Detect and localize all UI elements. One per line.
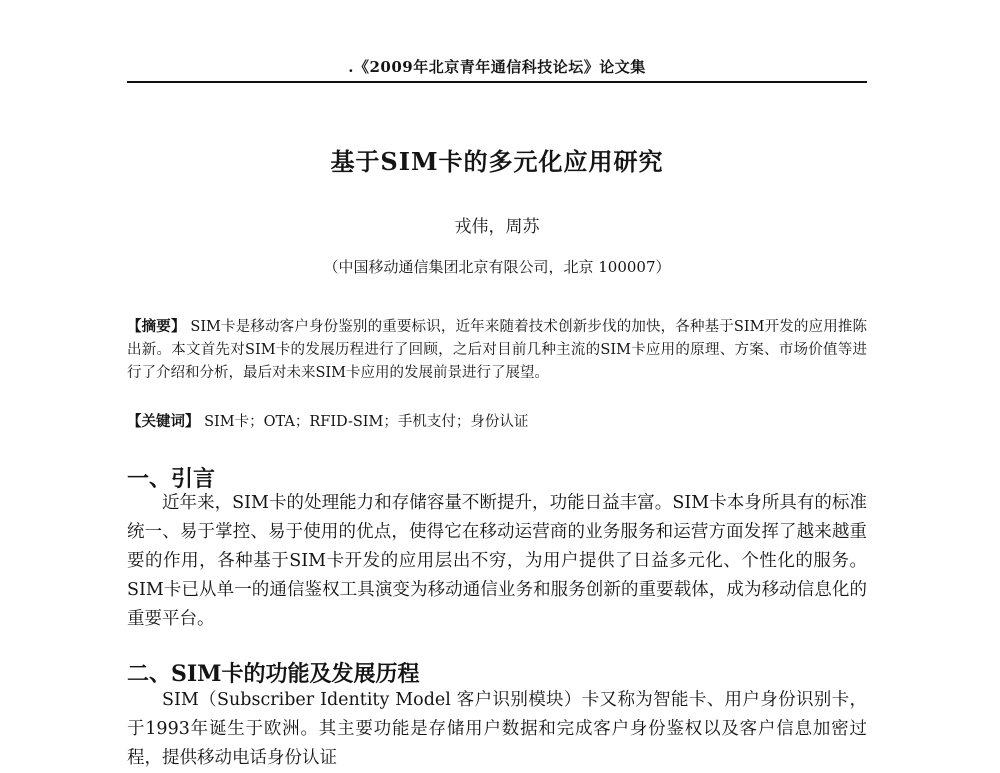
header-rule xyxy=(127,81,867,83)
keywords xyxy=(127,410,867,434)
section-heading-intro: 一、引言 xyxy=(127,466,216,492)
keywords-label: 【关键词】 xyxy=(127,413,200,430)
abstract xyxy=(127,315,867,385)
section-body-sim: SIM（Subscriber Identity Model 客户识别模块）卡又称为智能卡、用户身份识别卡，于1993年诞生于欧洲。其主要功能是存储用户数据和完成客户身份鉴权以及客户信息加密过程，提供移动电话身份认证 xyxy=(127,690,867,768)
abstract-text: SIM卡是移动客户身份鉴别的重要标识，近年来随着技术创新步伐的加快，各种基于SIM开发的应用推陈出新。本文首先对SIM卡的发展历程进行了回顾，之后对目前几种主流的SIM卡应用的原理、方案、市场价值等进行了介绍和分析，最后对未来SIM卡应用的发展前景进行了展望。 xyxy=(127,319,868,381)
paper-authors: 戎伟，周苏 xyxy=(454,217,540,237)
abstract-label: 【摘要】 xyxy=(127,318,186,335)
paper-affiliation: （中国移动通信集团北京有限公司，北京 100007） xyxy=(323,258,671,276)
paper-title: 基于SIM卡的多元化应用研究 xyxy=(330,147,664,176)
keywords-text: SIM卡；OTA；RFID-SIM；手机支付；身份认证 xyxy=(204,414,529,430)
running-header: .《2009年北京青年通信科技论坛》论文集 xyxy=(348,58,646,76)
section-body-intro: 近年来，SIM卡的处理能力和存储容量不断提升，功能日益丰富。SIM卡本身所具有的标准统一、易于掌控、易于使用的优点，使得它在移动运营商的业务服务和运营方面发挥了越来越重要的作用，各种基于SIM卡开发的应用层出不穷，为用户提供了日益多元化、个性化的服务。SIM卡已从单一的通信鉴权工具演变为移动通信业务和服务创新的重要载体，成为移动信息化的重要平台。 xyxy=(127,493,867,629)
section-heading-sim: 二、SIM卡的功能及发展历程 xyxy=(127,661,420,687)
